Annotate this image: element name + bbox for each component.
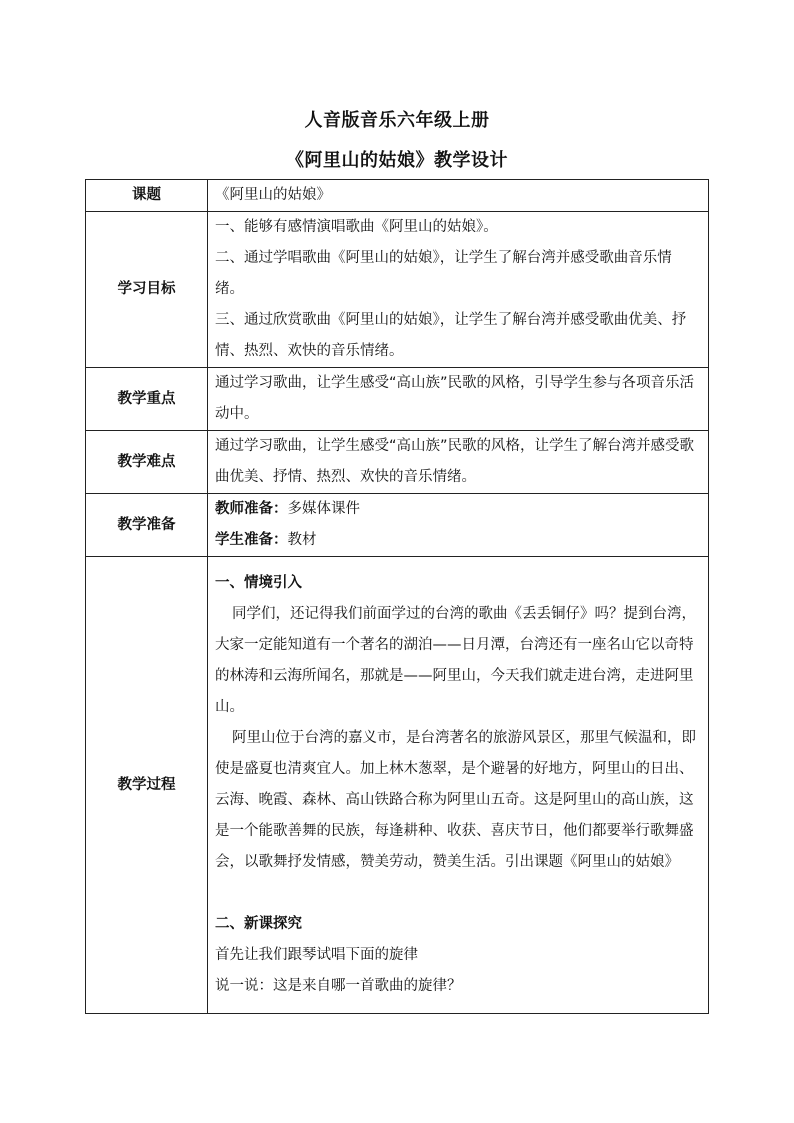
teacher-preparation-value: 多媒体课件 bbox=[287, 501, 360, 517]
lesson-plan-table bbox=[85, 179, 709, 1014]
difficulties-text: 通过学习歌曲，让学生感受“高山族”民歌的风格，让学生了解台湾并感受歌曲优美、抒情、热烈、欢快的音乐情绪。 bbox=[208, 431, 709, 494]
document-subtitle: 《阿里山的姑娘》教学设计 bbox=[286, 150, 508, 171]
section1-paragraph-2: 阿里山位于台湾的嘉义市，是台湾著名的旅游风景区，那里气候温和，即使是盛夏也清爽宜人。加上林木葱翠，是个避暑的好地方，阿里山的日出、云海、晚霞、森林、高山铁路合称为阿里山五奇。这是阿里山的高山族，这是一个能歌善舞的民族，每逢耕种、收获、喜庆节日，他们都要举行歌舞盛会，以歌舞抒发情感，赞美劳动，赞美生活。引出课题《阿里山的姑娘》 bbox=[215, 730, 696, 870]
section2-line-1: 首先让我们跟琴试唱下面的旋律 bbox=[215, 947, 418, 963]
student-preparation-label: 学生准备： bbox=[215, 532, 288, 548]
section1-paragraph-1: 同学们，还记得我们前面学过的台湾的歌曲《丢丢铜仔》吗？提到台湾，大家一定能知道有一个著名的湖泊——日月潭，台湾还有一座名山它以奇特的林涛和云海所闻名，那就是——阿里山，今天我们就走进台湾，走进阿里山。 bbox=[215, 606, 696, 715]
key-points-text: 通过学习歌曲，让学生感受“高山族”民歌的风格，引导学生参与各项音乐活动中。 bbox=[208, 368, 709, 431]
process-content bbox=[208, 557, 709, 1014]
preparation-content bbox=[208, 494, 709, 557]
table-row-difficulties bbox=[86, 431, 709, 494]
objectives-content bbox=[208, 212, 709, 368]
table-row-objectives bbox=[86, 212, 709, 368]
table-row-process bbox=[86, 557, 709, 1014]
topic-value: 《阿里山的姑娘》 bbox=[208, 180, 709, 212]
objective-item-3: 三、通过欣赏歌曲《阿里山的姑娘》，让学生了解台湾并感受歌曲优美、抒情、热烈、欢快的音乐情绪。 bbox=[215, 312, 687, 359]
row-label-key-points: 教学重点 bbox=[86, 368, 208, 431]
objective-item-1: 一、能够有感情演唱歌曲《阿里山的姑娘》。 bbox=[215, 219, 498, 235]
table-row-topic bbox=[86, 180, 709, 212]
blank-line bbox=[215, 878, 700, 909]
objective-item-2: 二、通过学唱歌曲《阿里山的姑娘》，让学生了解台湾并感受歌曲音乐情绪。 bbox=[215, 250, 672, 297]
section1-heading: 一、情境引入 bbox=[215, 575, 302, 591]
row-label-preparation: 教学准备 bbox=[86, 494, 208, 557]
row-label-difficulties: 教学难点 bbox=[86, 431, 208, 494]
document-title: 人音版音乐六年级上册 bbox=[304, 110, 490, 131]
teacher-preparation-label: 教师准备： bbox=[215, 501, 288, 517]
student-preparation-value: 教材 bbox=[287, 532, 317, 548]
student-preparation bbox=[215, 525, 700, 556]
section2-heading: 二、新课探究 bbox=[215, 916, 302, 932]
row-label-objectives: 学习目标 bbox=[86, 212, 208, 368]
table-row-preparation bbox=[86, 494, 709, 557]
section2-line-2: 说一说：这是来自哪一首歌曲的旋律？ bbox=[215, 978, 462, 994]
row-label-topic: 课题 bbox=[86, 180, 208, 212]
teacher-preparation bbox=[215, 494, 700, 525]
table-row-key-points bbox=[86, 368, 709, 431]
row-label-process: 教学过程 bbox=[86, 557, 208, 1014]
